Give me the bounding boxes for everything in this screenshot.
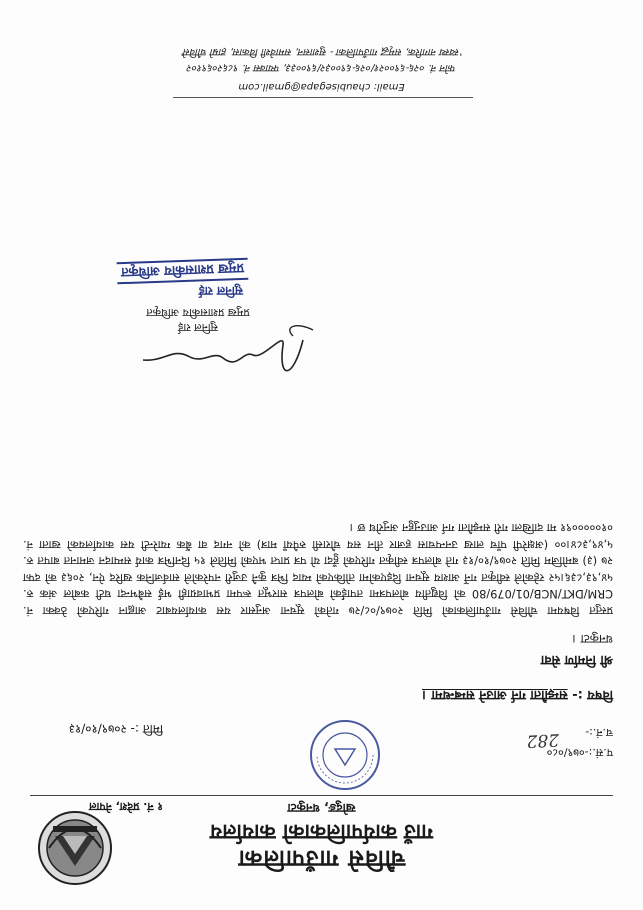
subject-text: सम्झौता गर्न आउने सम्बन्धमा । xyxy=(422,687,568,702)
subject-line xyxy=(422,687,613,705)
footer-email: Email: chaubisegapa@gmail.com xyxy=(238,81,405,92)
office-name: गाउँ कार्यपालिकाको कार्यालय xyxy=(210,820,433,844)
footer-divider xyxy=(173,97,473,98)
stamp-title: प्रमुख प्रशासकीय अधिकृत xyxy=(117,258,249,285)
header-divider xyxy=(30,795,613,796)
addressee-place: धनकुटा । xyxy=(572,632,613,646)
footer-phone: फोन नं. ०२६-६९००२१/०२६-६९००३२/६९००३३, फ्याक्स नं. ९८६२०६९१०२ xyxy=(186,62,457,73)
signatory-name: सुनिल राई xyxy=(177,321,219,334)
signatory-title: प्रमुख प्रशासकीय अधिकृत xyxy=(146,306,250,319)
addressee-name: श्री निर्माण सेवा xyxy=(540,652,613,667)
province-label: १ नं. प्रदेश, नेपाल xyxy=(89,800,163,813)
reference-number: प.सं.:-०७९/०८० xyxy=(546,746,613,759)
office-seal-icon xyxy=(305,715,385,795)
dispatch-number-handwritten: 282 xyxy=(526,729,560,751)
subject-label: विषय :- xyxy=(572,687,613,702)
dispatch-number-label: च.नं.:- xyxy=(585,726,613,739)
municipality-name: चौविसे गाउँपालिका xyxy=(237,845,406,871)
letter-date: मिति :- २०७९/१०/१३ xyxy=(68,722,163,736)
footer-tagline: 'स्वस्थ नागरिक, समृद्ध गाउँपालिका - सुशासन, समावेशी विकास, हाम्रो चौविसे' xyxy=(180,46,463,57)
letter-body: प्रस्तुत विषयमा चौविसे गाउँपालिकाको मिति २०७९/०८/२७ गतेको सूचना अनुसार यस कार्यालयबाट आह्वान गरिएको ठेक्का नं. CRM/DKT/NCB/01/079/80 को विद्युतीय बोलपत्रमा तपाईंको बोलपत्र सारभूत रूपमा प्रभावग्राही भई सबैभन्दा घटी कबोल अंक रु. ५४,९३,८३६।५२ रहेकोले स्वीकृत गर्ने आशय सूचना दिइएकोमा तोकिएको म्याद भित्र कुनै उजुरी नपरेकोले सार्वजनिक खरिद ऐन, २०६३ को दफा २७ (३) बमोजिम मिति २०७९/१०/१३ गते बोलपत्र स्वीकृत गरिएको हुँदा यो पत्र प्राप्त भएको मितिले १५ दिनभित्र कार्य सम्पादन जमानत बापत रु. ५,४९,३८४।०० (अक्षरेपी पाँच लाख उनन्पचास हजार तीन सय चौरासी रुपैयाँ मात्र) को नगद वा बैंक ग्यारेन्टी यस कार्यालयको खाता नं. ०१०००००९१ मा दाखिला गरी सम्झौता गर्न आउनुहुन अनुरोध छ । xyxy=(23,521,613,617)
stamp-name: सुनिल राई xyxy=(198,284,243,298)
office-address: खोदुङ, धनकुटा xyxy=(287,801,356,815)
